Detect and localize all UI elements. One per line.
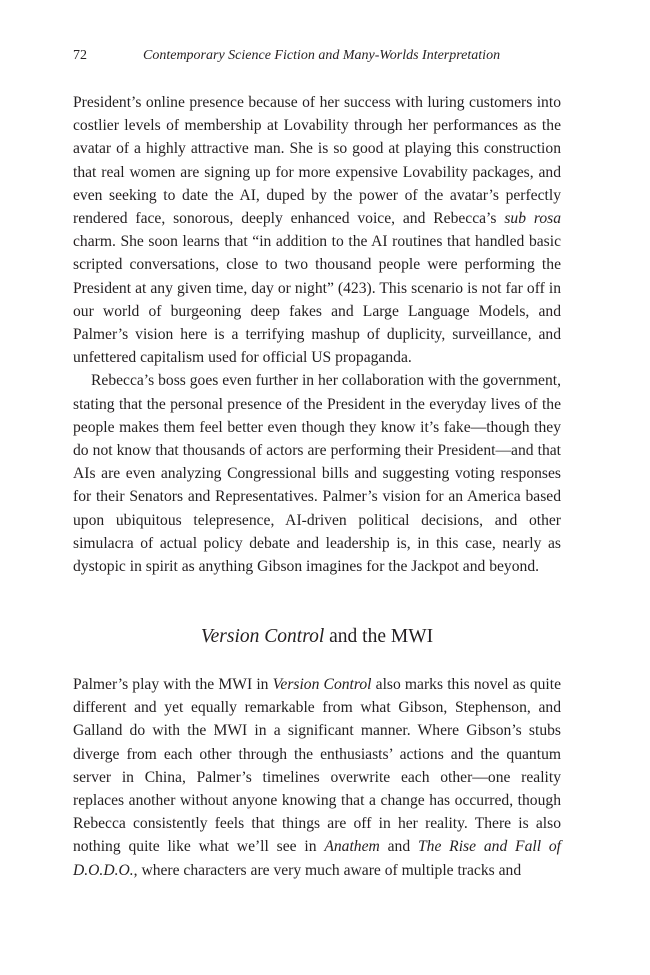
paragraph-1-emphasis: sub rosa: [504, 210, 562, 228]
body-text-top: [73, 91, 561, 578]
running-title: Contemporary Science Fiction and Many-Worlds Interpretation: [143, 48, 501, 63]
paragraph-3-text-c: and: [379, 838, 418, 856]
paragraph-3-text-d: , where characters are very much aware of multiple tracks and: [133, 861, 522, 879]
paragraph-2: Rebecca’s boss goes even further in her collaboration with the government, stating that the personal presence of the President in the everyday lives of the people makes them feel better even though they know it’s fake—though they do not know that thousands of actors are performing their President—and that AIs are even analyzing Congressional bills and suggesting voting responses for their Senators and Representatives. Palmer’s vision for an America based upon ubiquitous telepresence, AI-driven political decisions, and other simulacra of actual policy debate and leadership is, in this case, nearly as dystopic in spirit as anything Gibson imagines for the Jackpot and beyond.: [73, 372, 561, 576]
running-head: [73, 46, 561, 66]
section-heading: [73, 624, 561, 650]
paragraph-3-emphasis-1: Version Control: [272, 676, 372, 693]
paragraph-3: [73, 673, 561, 882]
paragraph-3-emphasis-3: The Rise and Fall of D.O.D.O.: [73, 838, 561, 879]
paragraph-3-text-a: Palmer’s play with the MWI in: [73, 676, 273, 693]
paragraph-1-text-b: charm. She soon learns that “in addition to the AI routines that handled basic scripted conversations, close to two thousand people were performing the President at any given time, day or night” (423). This scenario is not far off in our world of burgeoning deep fakes and Large Language Models, and Palmer’s vision here is a terrifying mashup of duplicity, surveillance, and unfettered capitalism used for official US propaganda.: [73, 233, 561, 367]
section-heading-rest: and the MWI: [324, 626, 434, 647]
section-heading-emphasis: Version Control: [200, 626, 325, 647]
paragraph-1: [73, 91, 561, 369]
paragraph-3-text-b: also marks this novel as quite different and yet equally remarkable from what Gibson, Stephenson, and Galland do with the MWI in a significant manner. Where Gibson’s stubs diverge from each other through the enthusiasts’ actions and the quantum server in China, Palmer’s timelines overwrite each other—one reality replaces another without anyone knowing that a change has occurred, though Rebecca consistently feels that things are off in her reality. There is also nothing quite like what we’ll see in: [73, 676, 561, 856]
paragraph-1-text-a: President’s online presence because of her success with luring customers into costlier levels of membership at Lovability through her performances as the avatar of a highly attractive man. She is so good at playing this construction that real women are signing up for more expensive Lovability packages, and even seeking to date the AI, duped by the power of the avatar’s perfectly rendered face, sonorous, deeply enhanced voice, and Rebecca’s: [73, 94, 561, 228]
paragraph-3-emphasis-2: Anathem: [324, 838, 380, 856]
body-text-bottom: [73, 673, 561, 882]
page-number: 72: [73, 48, 87, 63]
